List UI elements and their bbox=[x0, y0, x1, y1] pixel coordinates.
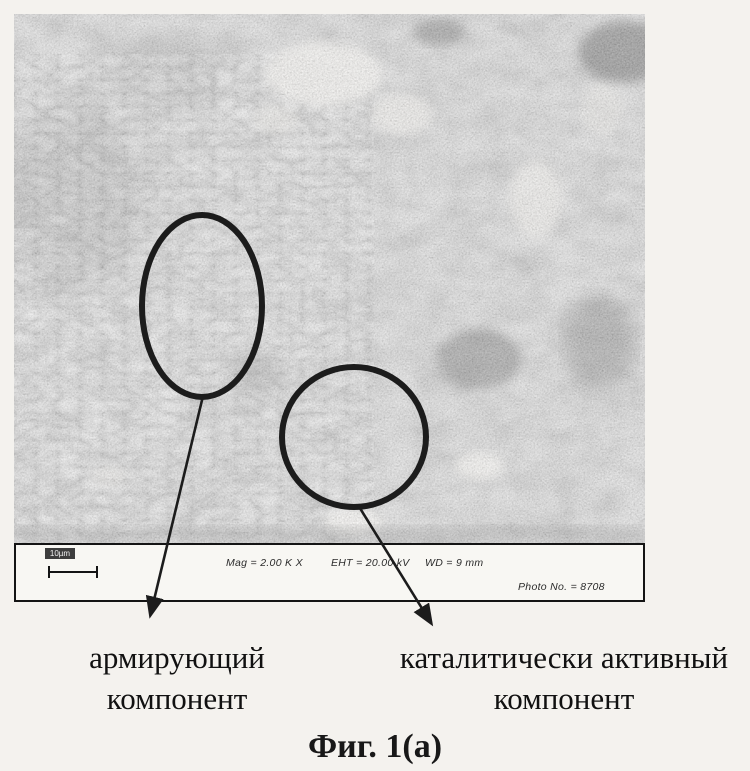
scale-bar-label: 10µm bbox=[45, 548, 75, 559]
figure-caption: Фиг. 1(а) bbox=[307, 728, 443, 765]
reinforcing-region-ellipse bbox=[142, 215, 262, 397]
catalytic-component-label bbox=[380, 637, 748, 719]
arrow-to-reinforcing-label bbox=[154, 396, 203, 600]
reinforcing-component-label bbox=[47, 637, 307, 719]
catalytic-label-line2: компонент bbox=[493, 681, 635, 716]
reinforcing-label-line2: компонент bbox=[106, 681, 248, 716]
reinforcing-label-line1: армирующий bbox=[89, 640, 265, 675]
working-distance-readout: WD = 9 mm bbox=[425, 557, 484, 569]
eht-readout: EHT = 20.00 kV bbox=[331, 557, 410, 569]
catalytic-region-ellipse bbox=[282, 367, 426, 507]
catalytic-label-line1: каталитически активный bbox=[399, 640, 729, 675]
magnification-readout: Mag = 2.00 K X bbox=[226, 557, 303, 569]
arrow-to-catalytic-label bbox=[358, 505, 423, 610]
photo-number-readout: Photo No. = 8708 bbox=[518, 581, 605, 593]
